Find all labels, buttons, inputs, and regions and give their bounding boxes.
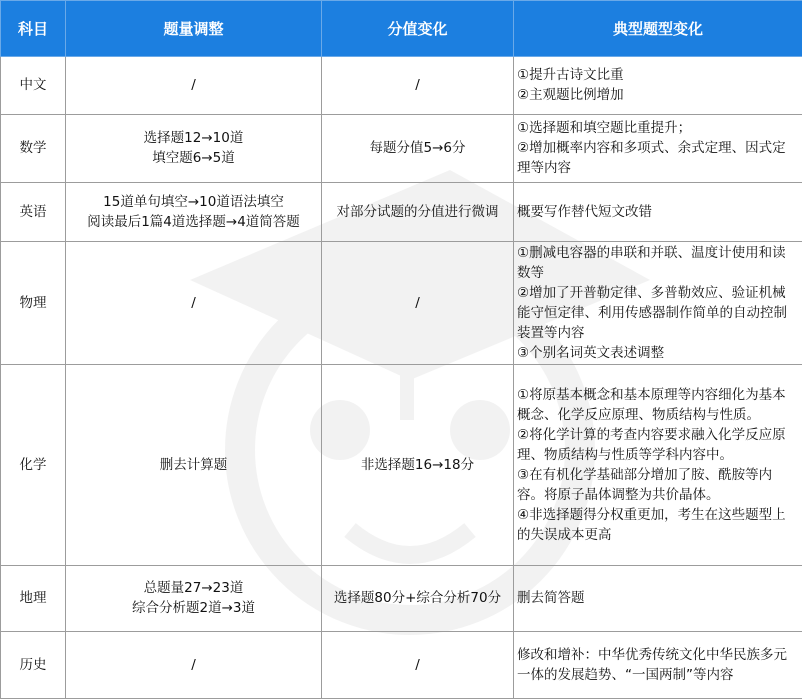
quantity-cell-line: 阅读最后1篇4道选择题→4道简答题 — [87, 213, 300, 230]
quantity-cell-line: 删去计算题 — [159, 456, 228, 473]
header-subject: 科目 — [1, 1, 66, 57]
typical-cell — [514, 631, 802, 698]
typical-cell-line: 概要写作替代短文改错 — [517, 203, 652, 220]
quantity-cell-line: 总题量27→23道 — [143, 580, 244, 597]
table-row — [1, 182, 802, 241]
score-cell-line: 选择题80分+综合分析70分 — [333, 590, 502, 607]
typical-cell — [514, 182, 802, 241]
typical-cell-line: ②将化学计算的考查内容要求融入化学反应原理、物质结构与性质等学科内容中。 — [517, 426, 786, 463]
score-cell-line: / — [415, 77, 420, 94]
typical-cell-line: ②主观题比例增加 — [517, 87, 624, 104]
quantity-cell-line: 综合分析题2道→3道 — [132, 600, 255, 617]
table-row — [1, 364, 802, 565]
subject-cell: 物理 — [1, 241, 66, 364]
score-cell — [322, 241, 514, 364]
table-row — [1, 114, 802, 182]
typical-cell — [514, 565, 802, 631]
table-row — [1, 631, 802, 698]
score-cell-line: 非选择题16→18分 — [360, 456, 475, 473]
quantity-cell-line: / — [191, 294, 196, 311]
header-typical: 典型题型变化 — [514, 1, 802, 57]
quantity-cell — [66, 57, 322, 115]
score-cell — [322, 565, 514, 631]
subject-cell: 化学 — [1, 364, 66, 565]
quantity-cell-line: 填空题6→5道 — [152, 150, 235, 167]
score-cell-line: 每题分值5→6分 — [369, 140, 466, 157]
typical-cell-line: ④非选择题得分权重更加，考生在这些题型上的失误成本更高 — [517, 506, 786, 543]
quantity-cell — [66, 565, 322, 631]
subject-cell: 历史 — [1, 631, 66, 698]
table-row — [1, 57, 802, 115]
quantity-cell — [66, 182, 322, 241]
typical-cell-line: ①将原基本概念和基本原理等内容细化为基本概念、化学反应原理、物质结构与性质。 — [517, 386, 786, 423]
score-cell — [322, 57, 514, 115]
subject-cell: 中文 — [1, 57, 66, 115]
typical-cell-line: ②增加了开普勒定律、多普勒效应、验证机械能守恒定律、利用传感器制作简单的自动控制装置等内容 — [517, 284, 787, 341]
score-cell — [322, 364, 514, 565]
table-row — [1, 241, 802, 364]
typical-cell — [514, 241, 802, 364]
subject-cell: 英语 — [1, 182, 66, 241]
typical-cell-line: 修改和增补：中华优秀传统文化中华民族多元一体的发展趋势、“一国两制”等内容 — [517, 646, 787, 683]
score-cell-line: / — [415, 294, 420, 311]
quantity-cell — [66, 241, 322, 364]
header-score: 分值变化 — [322, 1, 514, 57]
quantity-cell-line: 15道单句填空→10道语法填空 — [103, 193, 284, 210]
quantity-cell — [66, 114, 322, 182]
typical-cell-line: ①提升古诗文比重 — [517, 67, 624, 84]
typical-cell-line: ③在有机化学基础部分增加了胺、酰胺等内容。将原子晶体调整为共价晶体。 — [517, 466, 773, 503]
subject-cell: 数学 — [1, 114, 66, 182]
typical-cell — [514, 114, 802, 182]
typical-cell-line: ②增加概率内容和多项式、余式定理、因式定理等内容 — [517, 140, 786, 177]
typical-cell-line: ③个别名词英文表述调整 — [517, 344, 665, 361]
quantity-cell-line: / — [191, 656, 196, 673]
quantity-cell — [66, 631, 322, 698]
quantity-cell-line: / — [191, 77, 196, 94]
header-quantity: 题量调整 — [66, 1, 322, 57]
typical-cell — [514, 57, 802, 115]
typical-cell — [514, 364, 802, 565]
score-cell — [322, 631, 514, 698]
typical-cell-line: 删去简答题 — [517, 590, 585, 607]
quantity-cell-line: 选择题12→10道 — [143, 130, 244, 147]
table-row — [1, 565, 802, 631]
score-cell — [322, 114, 514, 182]
score-cell — [322, 182, 514, 241]
quantity-cell — [66, 364, 322, 565]
header-row — [1, 1, 802, 57]
subject-cell: 地理 — [1, 565, 66, 631]
score-cell-line: / — [415, 656, 420, 673]
score-cell-line: 对部分试题的分值进行微调 — [336, 203, 499, 220]
typical-cell-line: ①删减电容器的串联和并联、温度计使用和读数等 — [517, 244, 786, 281]
typical-cell-line: ①选择题和填空题比重提升； — [517, 120, 692, 137]
